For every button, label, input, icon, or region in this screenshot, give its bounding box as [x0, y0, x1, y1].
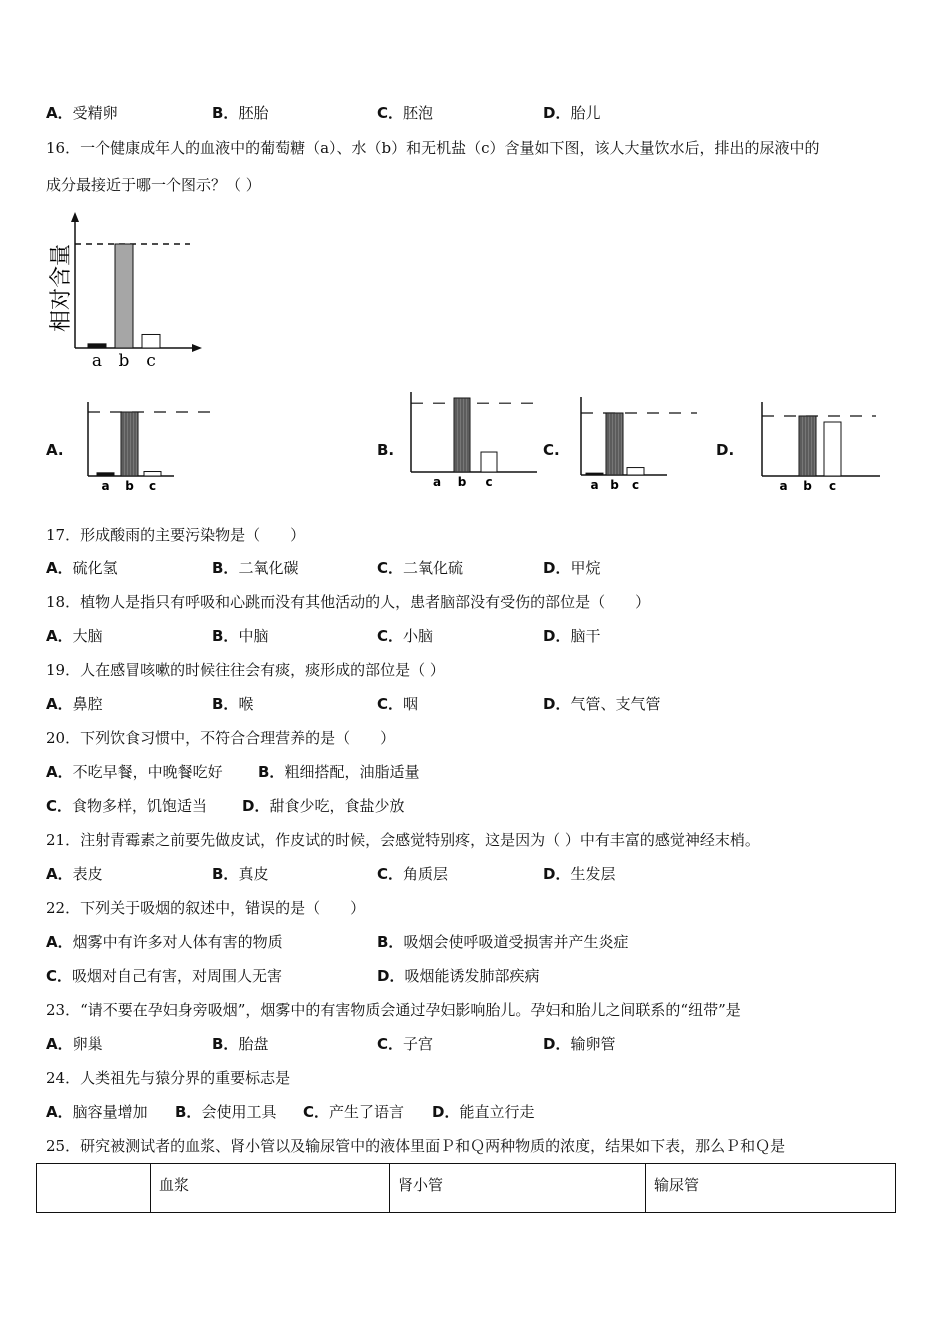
- q16-option-a-chart: [74, 400, 224, 495]
- q18-stem: 18．植物人是指只有呼吸和心跳而没有其他活动的人，患者脑部没有受伤的部位是（ ）: [46, 593, 651, 611]
- bar-b: [606, 413, 623, 475]
- q24-option-c: C．产生了语言: [303, 1103, 405, 1121]
- bar-a: [97, 473, 114, 476]
- q20-option-a: A．不吃早餐，中晚餐吃好: [46, 763, 223, 781]
- tick-label-b: b: [610, 478, 619, 492]
- q16-option-c-chart: [567, 395, 707, 495]
- q19-option-a: A．鼻腔: [46, 695, 103, 713]
- q15-option-b: B．胚胎: [212, 104, 269, 122]
- main-x-arrow: [192, 344, 202, 352]
- q20-option-b: B．粗细搭配，油脂适量: [258, 763, 420, 781]
- q19-option-b: B．喉: [212, 695, 254, 713]
- bar-b: [121, 412, 138, 476]
- q23-stem: 23．“请不要在孕妇身旁吸烟”，烟雾中的有害物质会通过孕妇影响胎儿。孕妇和胎儿之间联系的“纽带”是: [46, 1001, 741, 1019]
- q21-option-d: D．生发层: [543, 865, 616, 883]
- tick-label-c: c: [828, 479, 837, 493]
- tick-label-b: b: [118, 351, 130, 371]
- bar-c: [142, 334, 160, 348]
- q24-option-d: D．能直立行走: [432, 1103, 535, 1121]
- q18-option-b: B．中脑: [212, 627, 269, 645]
- q22-stem: 22．下列关于吸烟的叙述中，错误的是（ ）: [46, 899, 366, 917]
- q17-option-c: C．二氧化硫: [377, 559, 464, 577]
- q16-main-chart: [40, 210, 210, 380]
- q18-option-c: C．小脑: [377, 627, 434, 645]
- bar-c: [824, 422, 841, 476]
- bar-c: [144, 472, 161, 476]
- q22-option-c: C．吸烟对自己有害，对周围人无害: [46, 967, 283, 985]
- tick-label-c: c: [146, 351, 156, 371]
- q19-stem: 19．人在感冒咳嗽的时候往往会有痰，痰形成的部位是（ ）: [46, 661, 445, 679]
- q20-option-c: C．食物多样，饥饱适当: [46, 797, 208, 815]
- tick-label-a: a: [779, 479, 788, 493]
- q15-option-d: D．胎儿: [543, 104, 601, 122]
- q23-option-d: D．输卵管: [543, 1035, 616, 1053]
- q20-option-d: D．甜食少吃，食盐少放: [242, 797, 405, 815]
- q16-option-b-label: B.: [377, 441, 395, 459]
- q16-option-b-chart: [397, 390, 547, 490]
- table-row: [37, 1164, 896, 1213]
- tick-label-a: a: [101, 479, 110, 493]
- q18-option-a: A．大脑: [46, 627, 103, 645]
- q23-option-b: B．胎盘: [212, 1035, 269, 1053]
- tick-label-c: c: [148, 479, 157, 493]
- q15-option-c: C．胚泡: [377, 104, 434, 122]
- table-header-cell: 血浆: [151, 1164, 390, 1213]
- q16-stem-line1: 16．一个健康成年人的血液中的葡萄糖（a）、水（b）和无机盐（c）含量如下图，该人大量饮水后，排出的尿液中的: [46, 139, 820, 157]
- table-header-cell: 输尿管: [646, 1164, 896, 1213]
- q18-option-d: D．脑干: [543, 627, 601, 645]
- q15-option-a: A．受精卵: [46, 104, 118, 122]
- tick-label-b: b: [803, 479, 812, 493]
- q17-stem: 17．形成酸雨的主要污染物是（ ）: [46, 526, 306, 544]
- bar-a: [586, 473, 603, 475]
- q22-option-a: A．烟雾中有许多对人体有害的物质: [46, 933, 283, 951]
- q16-option-d-chart: [748, 400, 888, 495]
- tick-label-a: a: [590, 478, 599, 492]
- q22-option-d: D．吸烟能诱发肺部疾病: [377, 967, 540, 985]
- q17-option-b: B．二氧化碳: [212, 559, 299, 577]
- tick-label-c: c: [631, 478, 640, 492]
- q21-stem: 21．注射青霉素之前要先做皮试，作皮试的时候，会感觉特别疼，这是因为（ ）中有丰富的感觉神经末梢。: [46, 831, 760, 849]
- tick-label-a: a: [91, 351, 103, 371]
- q24-option-a: A．脑容量增加: [46, 1103, 148, 1121]
- bar-c: [627, 468, 644, 475]
- q21-option-c: C．角质层: [377, 865, 449, 883]
- q16-option-a-label: A.: [46, 441, 64, 459]
- tick-label-a: a: [432, 475, 442, 489]
- tick-label-b: b: [457, 475, 467, 489]
- main-y-arrow: [71, 212, 79, 222]
- q17-option-d: D．甲烷: [543, 559, 601, 577]
- q21-option-b: B．真皮: [212, 865, 269, 883]
- q24-stem: 24．人类祖先与猿分界的重要标志是: [46, 1069, 291, 1087]
- q23-option-a: A．卵巢: [46, 1035, 103, 1053]
- q20-stem: 20．下列饮食习惯中，不符合合理营养的是（ ）: [46, 729, 396, 747]
- q16-main-ylabel: 相对含量: [49, 243, 74, 333]
- q16-option-d-label: D.: [716, 441, 735, 459]
- q16-option-c-label: C.: [543, 441, 560, 459]
- bar-b: [115, 244, 133, 348]
- q19-option-d: D．气管、支气管: [543, 695, 661, 713]
- table-header-cell: [37, 1164, 151, 1213]
- q21-option-a: A．表皮: [46, 865, 103, 883]
- q25-stem: 25．研究被测试者的血浆、肾小管以及输尿管中的液体里面Ｐ和Ｑ两种物质的浓度，结果如下表，那么Ｐ和Ｑ是: [46, 1137, 786, 1155]
- tick-label-c: c: [485, 475, 493, 489]
- q25-table: [36, 1163, 896, 1213]
- tick-label-b: b: [125, 479, 134, 493]
- q24-option-b: B．会使用工具: [175, 1103, 277, 1121]
- q16-stem-line2: 成分最接近于哪一个图示？（ ）: [46, 176, 261, 194]
- q23-option-c: C．子宫: [377, 1035, 434, 1053]
- q22-option-b: B．吸烟会使呼吸道受损害并产生炎症: [377, 933, 629, 951]
- q17-option-a: A．硫化氢: [46, 559, 118, 577]
- bar-b: [799, 416, 816, 476]
- q19-option-c: C．咽: [377, 695, 419, 713]
- bar-c: [481, 452, 497, 472]
- table-header-cell: 肾小管: [390, 1164, 646, 1213]
- bar-a: [88, 344, 106, 348]
